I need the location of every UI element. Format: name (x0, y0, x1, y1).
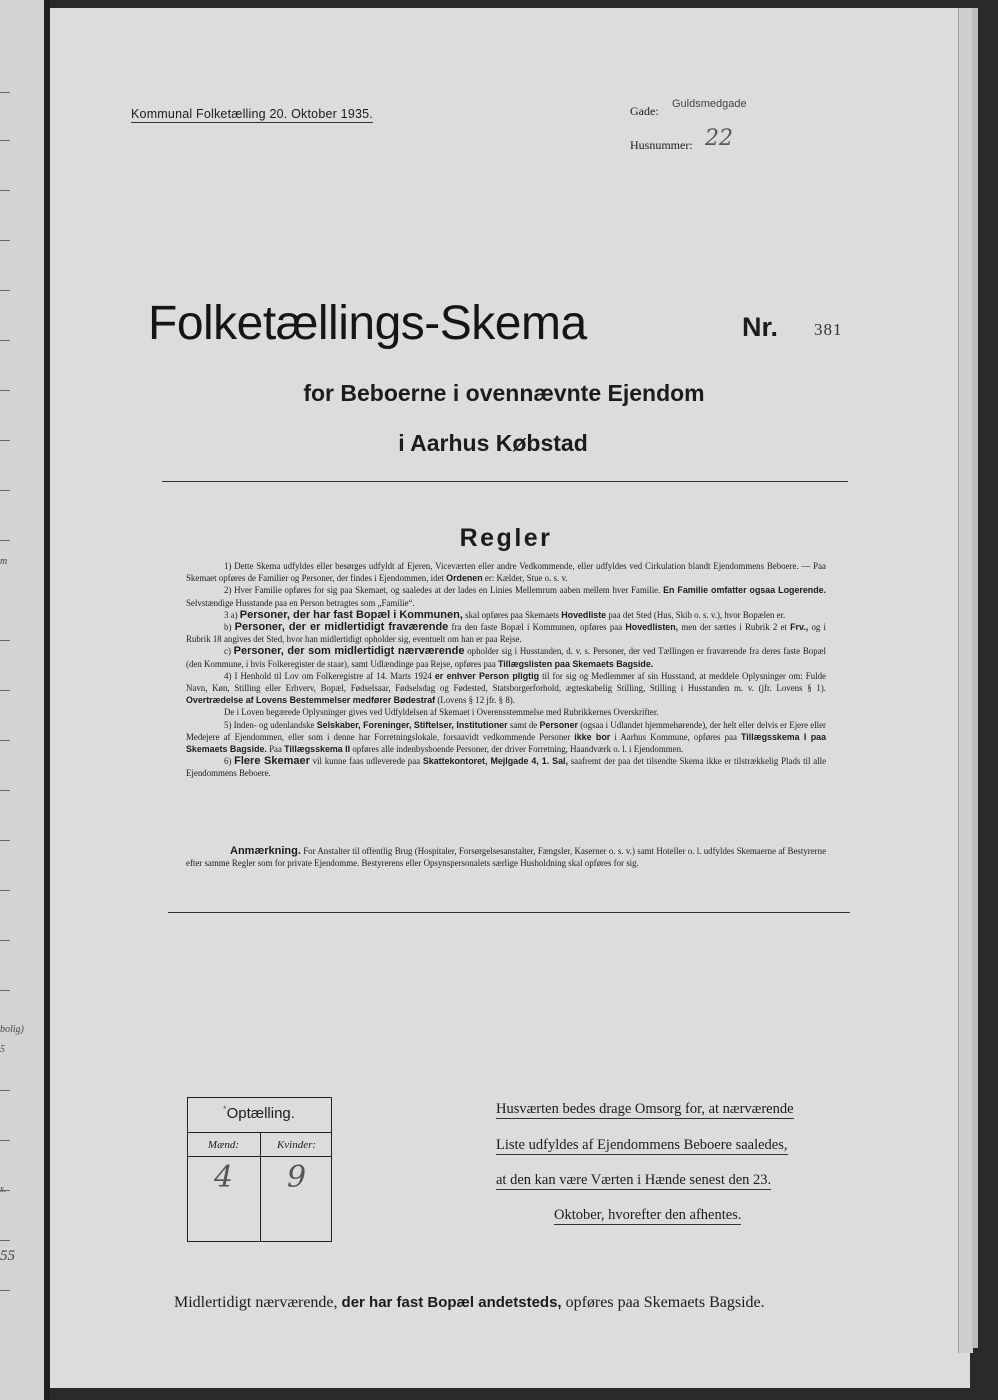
count-box-rule (187, 1156, 332, 1157)
ruled-tick (0, 890, 10, 891)
ruled-tick (0, 140, 10, 141)
previous-page-edge (0, 0, 46, 1400)
page-edge-strip (972, 8, 978, 1348)
rule-6: 6) Flere Skemaer vil kunne faas udleverede paa Skattekontoret, Mejlgade 4, 1. Sal, saafremt der paa det tilsendte Skema ikke er tilstrækkelig Plads til alle Ejendommens Beboere. (186, 755, 827, 779)
host-notice-line: at den kan være Værten i Hænde senest den 23. (496, 1172, 772, 1188)
footer-note: Midlertidigt nærværende, der har fast Bopæl andetsteds, opføres paa Skemaets Bagside. (174, 1294, 765, 1311)
prev-page-fragment: bolig) (0, 1024, 24, 1035)
rule-3b: b) Personer, der er midlertidigt fraværende fra den faste Bopæl i Kommunen, opføres paa Hovedlisten, men der sættes i Rubrik 2 et Frv., og i Rubrik 18 angives det Sted, hvor han midlertidigt opholder sig, eventuelt om han er paa Rejse. (186, 621, 827, 645)
divider (162, 481, 848, 482)
host-notice-line: Husværten bedes drage Omsorg for, at nærværende (496, 1101, 794, 1117)
prev-page-fragment: 55 (0, 1248, 15, 1264)
prev-page-fragment: s. (0, 1184, 7, 1195)
subtitle-city: i Aarhus Købstad (398, 430, 588, 456)
rule-3c: c) Personer, der som midlertidigt nærværende opholder sig i Husstanden, d. v. s. Personer, der ved Tællingen er fraværende fra deres faste Bopæl (den Kommune, i hvis Folkeregister de staar), samt Udlændinge paa Rejse, opføres paa Tillægslisten paa Skemaets Bagside. (186, 645, 827, 669)
remark-text: For Anstalter til offentlig Brug (Hospitaler, Forsørgelsesanstalter, Fængsler, Kaserner o. s. v.) samt Hoteller o. l. udfyldes Skemaerne af Bestyrerne efter samme Regler som for private Ejendomme. Bestyrerens eller Opsynspersonalets særlige Husholdning skal opføres for sig. (186, 846, 827, 869)
ruled-tick (0, 240, 10, 241)
rule-4: 4) I Henhold til Lov om Folkeregistre af 14. Marts 1924 er enhver Person pligtig til for sig og Medlemmer af sin Husstand, at meddele Oplysninger om: Fulde Navn, Køn, Stilling eller Erhverv, Bopæl, Fødselsaar, Fødselsdag og Fødested, Statsborgerforhold, ægteskabelig Stilling, Stilling i Husstanden m. v. (jfr. Lovens § 1). Overtrædelse af Lovens Bestemmelser medfører Bødestraf (Lovens § 12 jfr. § 8). (186, 670, 826, 706)
ruled-tick (0, 940, 10, 941)
nr-label: Nr. (742, 312, 779, 342)
ruled-tick (0, 640, 10, 641)
rule-4b: De i Loven begærede Oplysninger gives ved Udfyldelsen af Skemaet i Overensstemmelse med Rubrikkernes Overskrifter. (224, 707, 659, 718)
rule-5: 5) Inden- og udenlandske Selskaber, Foreninger, Stiftelser, Institutioner samt de Personer (ogsaa i Udlandet hjemmehørende), der helt eller delvis er Ejere eller Medejere af Ejendommen, eller som i denne har Forretningslokale, forsaavidt vedkommende Personer ikke bor i Aarhus Kommune, opføres paa Tillægsskema I paa Skemaets Bagside. Paa Tillægsskema II opføres alle indenbysboende Personer, der driver Forretning, Haandværk o. l. i Ejendommen. (186, 719, 827, 755)
gade-label: Gade: (630, 104, 659, 118)
divider (168, 912, 850, 913)
count-title: *Optælling. (223, 1104, 295, 1122)
ruled-tick (0, 290, 10, 291)
ruled-tick (0, 790, 10, 791)
ruled-tick (0, 840, 10, 841)
remark-paragraph (186, 845, 826, 869)
rule-3a: 3 a) Personer, der har fast Bopæl i Kommunen, skal opføres paa Skemaets Hovedliste paa det Sted (Hus, Skib o. s. v.), hvor Bopælen er. (224, 608, 786, 621)
rules-text (186, 560, 826, 780)
husnummer-label: Husnummer: (630, 138, 693, 152)
prev-page-fragment: m (0, 556, 8, 567)
ruled-tick (0, 1240, 10, 1241)
gade-value: Guldsmedgade (672, 98, 747, 110)
page-edge-strip (958, 8, 973, 1353)
ruled-tick (0, 92, 10, 93)
census-date-line: Kommunal Folketælling 20. Oktober 1935. (131, 107, 373, 121)
men-count: 4 (213, 1160, 234, 1195)
husnummer-value: 22 (705, 126, 733, 151)
ruled-tick (0, 1290, 10, 1291)
women-count: 9 (286, 1160, 307, 1195)
star-mark: * (223, 1104, 227, 1114)
ruled-tick (0, 490, 10, 491)
ruled-tick (0, 340, 10, 341)
form-title: Folketællings-Skema (148, 297, 587, 350)
host-notice-line: Oktober, hvorefter den afhentes. (554, 1207, 742, 1223)
rules-heading: Regler (459, 524, 553, 552)
rule-1: 1) Dette Skema udfyldes eller besørges udfyldt af Ejeren, Viceværten eller andre Vedkommende, eller udfyldes ved Cirkulation blandt Ejendommens Beboere. — Paa Skemaet opføres de Familier og Personer, der findes i Ejendommen, idet Ordenen er: Kælder, Stue o. s. v. (186, 561, 826, 584)
women-label: Kvinder: (276, 1139, 317, 1151)
subtitle-residents: for Beboerne i ovennævnte Ejendom (303, 380, 705, 406)
remark-label: Anmærkning. (230, 845, 301, 857)
prev-page-fragment: 5 (0, 1044, 5, 1055)
rule-2: 2) Hver Familie opføres for sig paa Skemaet, og saaledes at der lades en Linies Mellemrum aaben mellem hver Familie. En Familie omfatter ogsaa Logerende. Selvstændige Husstande paa en Person betragtes som „Familie“. (186, 585, 827, 608)
ruled-tick (0, 740, 10, 741)
ruled-tick (0, 1140, 10, 1141)
nr-value: 381 (814, 320, 843, 339)
ruled-tick (0, 990, 10, 991)
ruled-tick (0, 190, 10, 191)
men-label: Mænd: (207, 1139, 240, 1151)
ruled-tick (0, 690, 10, 691)
host-notice-line: Liste udfyldes af Ejendommens Beboere saaledes, (496, 1137, 788, 1153)
ruled-tick (0, 1090, 10, 1091)
